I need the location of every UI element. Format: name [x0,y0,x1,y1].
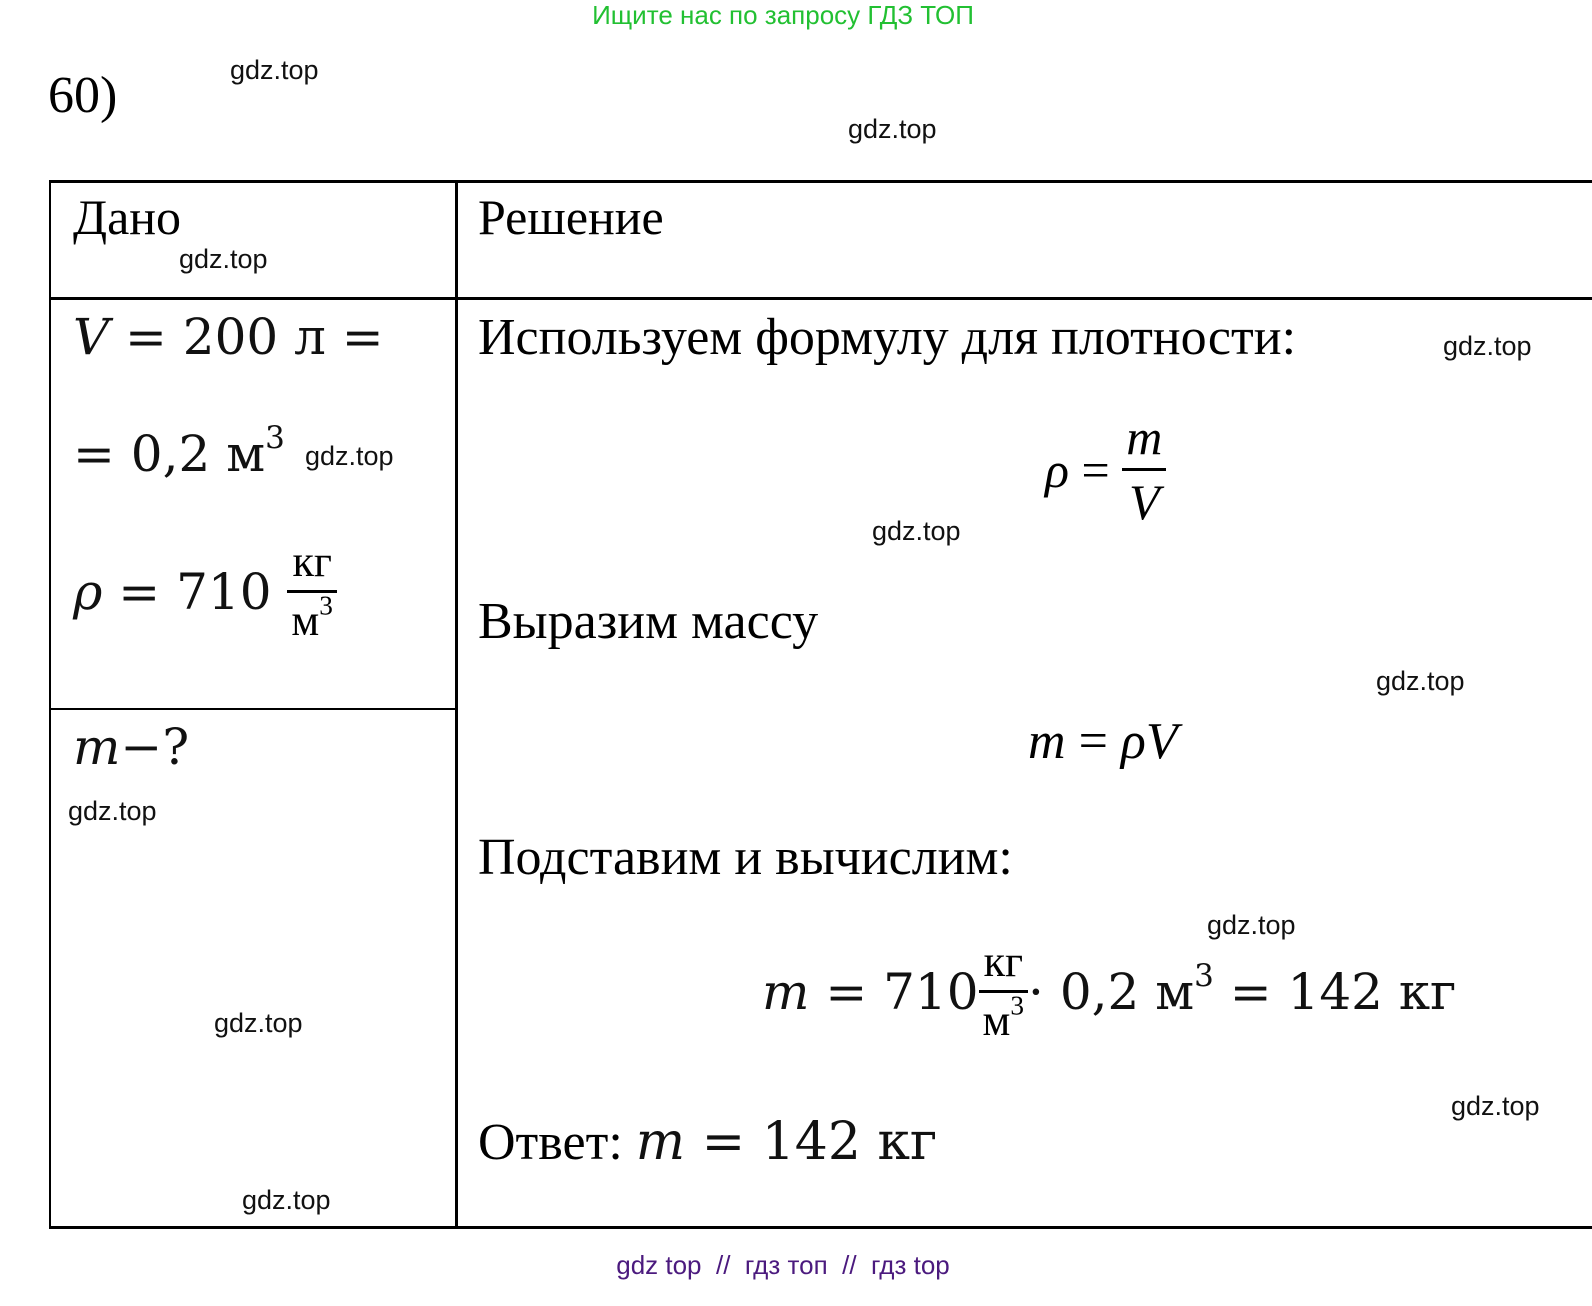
var-m: m [762,962,810,1021]
problem-number: 60) [48,67,118,124]
table-top-border [49,180,1592,183]
density-formula [1045,409,1166,530]
watermark: gdz.top [68,796,157,826]
solution-step-1: Используем формулу для плотности: [478,309,1297,366]
table-header-divider [49,297,1592,300]
fraction-numerator: кг [983,937,1023,986]
m-over-V-fraction [1122,409,1166,530]
answer [478,1112,937,1172]
var-rho: ρ [1045,441,1069,498]
watermark: gdz.top [848,114,937,144]
watermark: gdz.top [1451,1091,1540,1121]
exponent: 3 [265,419,285,456]
mass-formula [1028,712,1178,771]
equals: = [1065,713,1121,770]
equals: = [1069,441,1123,498]
table-column-divider [455,180,458,1229]
watermark: gdz.top [179,244,268,274]
footer-watermark: gdz top // гдз топ // гдз top [616,1250,950,1280]
den-exp: 3 [319,590,333,621]
density-unit-fraction [979,937,1028,1045]
given-density-value: = 710 [102,562,288,621]
density-unit-fraction [287,537,336,645]
fraction-numerator: m [1126,409,1163,465]
fraction-numerator: кг [292,537,332,586]
var-rho: ρ [1120,713,1146,770]
watermark: gdz.top [1443,331,1532,361]
given-volume-value: = 200 л = [109,308,384,366]
promo-banner: Ищите нас по запросу ГДЗ ТОП [592,0,974,30]
answer-label: Ответ: [478,1114,636,1171]
var-rho: ρ [73,562,103,621]
den-base: м [982,996,1011,1045]
var-m: m [73,718,121,776]
given-volume-si: = 0,2 м [73,425,266,483]
den-base: м [291,596,320,645]
var-V: V [1145,713,1178,770]
find-question: −? [120,718,190,776]
given-find-divider [49,708,457,710]
exponent: 3 [1194,957,1214,994]
calc-volume: · 0,2 м [1028,962,1195,1021]
fraction-bar [1122,468,1166,471]
calc-part-1: = 710 [809,962,979,1021]
den-exp: 3 [1010,990,1025,1021]
solution-header: Решение [478,189,664,245]
watermark: gdz.top [242,1185,331,1215]
watermark: gdz.top [214,1008,303,1038]
solution-step-3: Подставим и вычислим: [478,829,1013,886]
find-unknown [73,718,189,776]
watermark: gdz.top [1207,910,1296,940]
fraction-denominator [979,990,1028,1045]
table-left-border [49,180,51,1229]
given-header: Дано [73,189,182,245]
fraction-denominator: V [1128,474,1160,530]
calc-result: = 142 кг [1213,962,1457,1021]
given-density [73,537,337,645]
watermark: gdz.top [872,516,961,546]
var-V: V [73,308,110,366]
answer-value: = 142 кг [685,1112,938,1172]
watermark: gdz.top [230,55,319,85]
given-volume [73,308,384,366]
calculation-formula [762,937,1457,1045]
fraction-denominator [287,590,336,645]
solution-step-2: Выразим массу [478,593,819,650]
watermark: gdz.top [1376,666,1465,696]
table-bottom-border [49,1226,1592,1229]
var-m: m [635,1112,686,1172]
calc-part-2 [1028,957,1214,1021]
watermark: gdz.top [305,441,394,471]
given-volume-converted [73,419,285,483]
var-m: m [1028,713,1066,770]
